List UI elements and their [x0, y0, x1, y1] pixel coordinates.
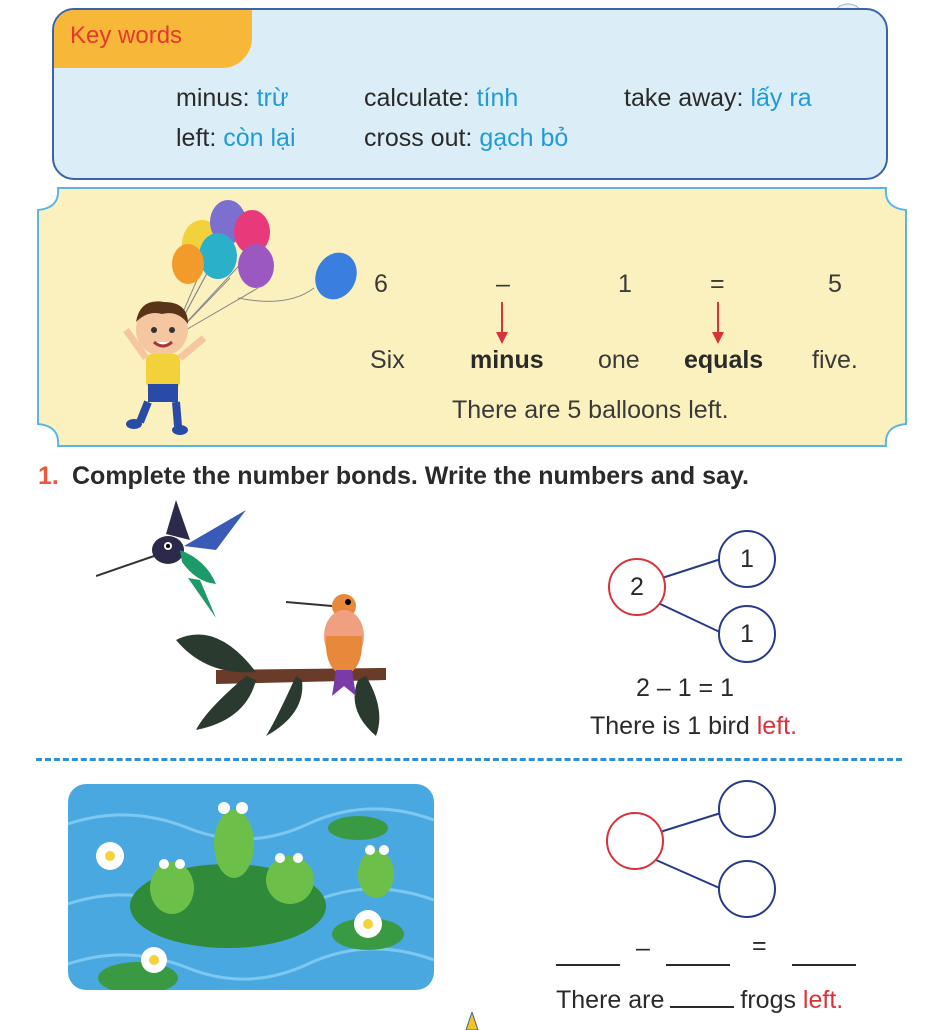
- example-sentence: There are 5 balloons left.: [452, 396, 729, 424]
- key-word-vi: gạch bỏ: [479, 124, 569, 152]
- sentence-text: There are: [556, 986, 665, 1014]
- bond-part-circle[interactable]: [718, 860, 776, 918]
- key-word-item: [176, 84, 289, 113]
- answer-blank[interactable]: [792, 964, 856, 966]
- key-word-vi: trừ: [256, 84, 289, 112]
- equation-number: 6: [374, 270, 388, 298]
- equation-number: 1: [618, 270, 632, 298]
- sentence-left-word: left.: [756, 712, 798, 740]
- bond1-equation: 2 – 1 = 1: [636, 674, 734, 702]
- exercise-number: 1.: [38, 462, 59, 490]
- boy-with-balloons-illustration: [118, 198, 366, 436]
- key-word-en: left:: [176, 124, 217, 152]
- birds-illustration: [96, 500, 396, 740]
- key-word-en: take away:: [624, 84, 744, 112]
- exercise-instruction: Complete the number bonds. Write the numbers and say.: [72, 462, 749, 490]
- answer-blank[interactable]: [670, 984, 734, 1008]
- word-five: five.: [812, 346, 858, 374]
- key-word-vi: còn lại: [223, 124, 296, 152]
- equation-number: 5: [828, 270, 842, 298]
- equation-minus-sign: –: [496, 270, 510, 298]
- bond2-minus-sign: –: [636, 934, 650, 962]
- sentence-text: There is 1 bird: [590, 712, 757, 740]
- key-word-en: calculate:: [364, 84, 470, 112]
- sentence-left-word: left.: [802, 986, 844, 1014]
- equation-equals-sign: =: [710, 270, 725, 298]
- key-word-item: [624, 84, 812, 113]
- word-six: Six: [370, 346, 405, 374]
- key-word-vi: lấy ra: [750, 84, 812, 112]
- key-word-item: [176, 124, 296, 153]
- key-word-en: cross out:: [364, 124, 473, 152]
- answer-blank[interactable]: [556, 964, 620, 966]
- sentence-text: frogs: [740, 986, 803, 1014]
- word-equals: equals: [684, 346, 764, 374]
- key-word-en: minus:: [176, 84, 250, 112]
- bond-part-circle[interactable]: [718, 780, 776, 838]
- key-word-item: [364, 124, 568, 153]
- bond-part-circle: [718, 530, 776, 588]
- key-words-title: Key words: [70, 22, 183, 49]
- word-minus: minus: [470, 346, 544, 374]
- word-one: one: [598, 346, 640, 374]
- arrow-icon: [490, 300, 750, 348]
- bond2-equals-sign: =: [752, 932, 767, 960]
- bond-whole-circle: [608, 558, 666, 616]
- dashed-separator: [36, 758, 902, 761]
- answer-blank[interactable]: [666, 964, 730, 966]
- bond-whole-circle[interactable]: [606, 812, 664, 870]
- bond1-sentence: [590, 712, 797, 741]
- bond-part-circle: [718, 605, 776, 663]
- bond-whole-value: 2: [630, 572, 644, 601]
- key-word-vi: tính: [476, 84, 519, 112]
- key-word-item: [364, 84, 518, 113]
- star-icon: [448, 1012, 496, 1030]
- bond-part-value: 1: [740, 619, 754, 648]
- key-words-box: [52, 8, 888, 180]
- frogs-on-lily-pad-illustration: [68, 784, 434, 990]
- bond-part-value: 1: [740, 544, 754, 573]
- bond2-sentence: [556, 984, 843, 1015]
